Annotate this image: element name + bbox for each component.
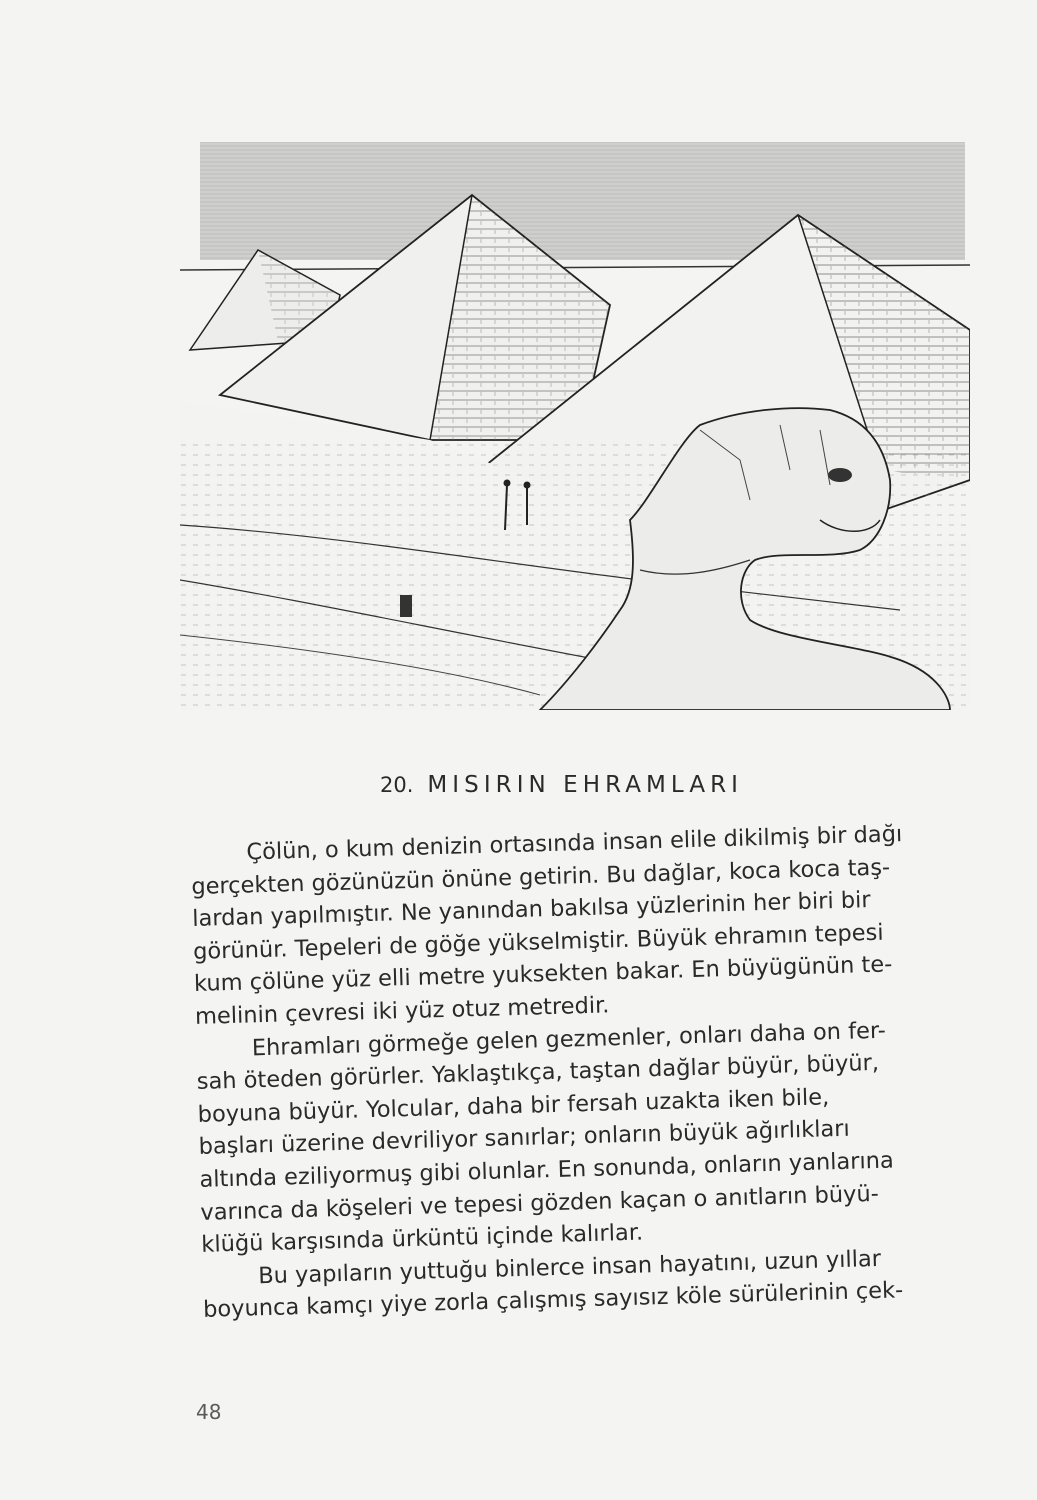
text-line: boyuna büyür. Yolcular, daha bir fersah uzakta iken bile, (197, 1084, 830, 1128)
text-line: altında eziliyormuş gibi olunlar. En sonunda, onların yanlarına (199, 1147, 895, 1193)
text-line: lardan yapılmıştır. Ne yanından bakılsa yüzlerinin her biri bir (191, 887, 871, 933)
text-line: Ehramları görmeğe gelen gezmenler, onları daha on fer- (251, 1017, 887, 1061)
chapter-number: 20. (380, 773, 414, 797)
text-line: klüğü karşısında ürküntü içinde kalırlar. (201, 1219, 644, 1258)
pyramids-sphinx-illustration (180, 140, 970, 710)
text-line: melinin çevresi iki yüz otuz metredir. (194, 992, 610, 1030)
chapter-heading (380, 772, 743, 798)
text-line: başları üzerine devriliyor sanırlar; onların büyük ağırlıkları (198, 1116, 851, 1161)
text-line: sah öteden görürler. Yaklaştıkça, taştan dağlar büyür, büyür, (196, 1050, 880, 1096)
text-line: Çölün, o kum denizin ortasında insan elile dikilmiş bir dağı (246, 821, 903, 866)
text-line: boyunca kamçı yiye zorla çalışmış sayısız köle sürülerinin çek- (202, 1277, 904, 1324)
page-number: 48 (196, 1400, 222, 1424)
text-line: gerçekten gözünüzün önüne getirin. Bu dağlar, koca koca taş- (190, 854, 891, 900)
text-line: varınca da köşeleri ve tepesi gözden kaçan o anıtların büyü- (200, 1180, 880, 1226)
body-text (190, 815, 1023, 1327)
text-line: Bu yapıların yuttuğu binlerce insan hayatını, uzun yıllar (257, 1245, 882, 1289)
text-line: kum çölüne yüz elli metre yuksekten bakar. En büyügünün te- (193, 951, 893, 998)
text-line: görünür. Tepeleri de göğe yükselmiştir. Büyük ehramın tepesi (192, 919, 884, 965)
chapter-title: MISIRIN EHRAMLARI (427, 772, 744, 798)
